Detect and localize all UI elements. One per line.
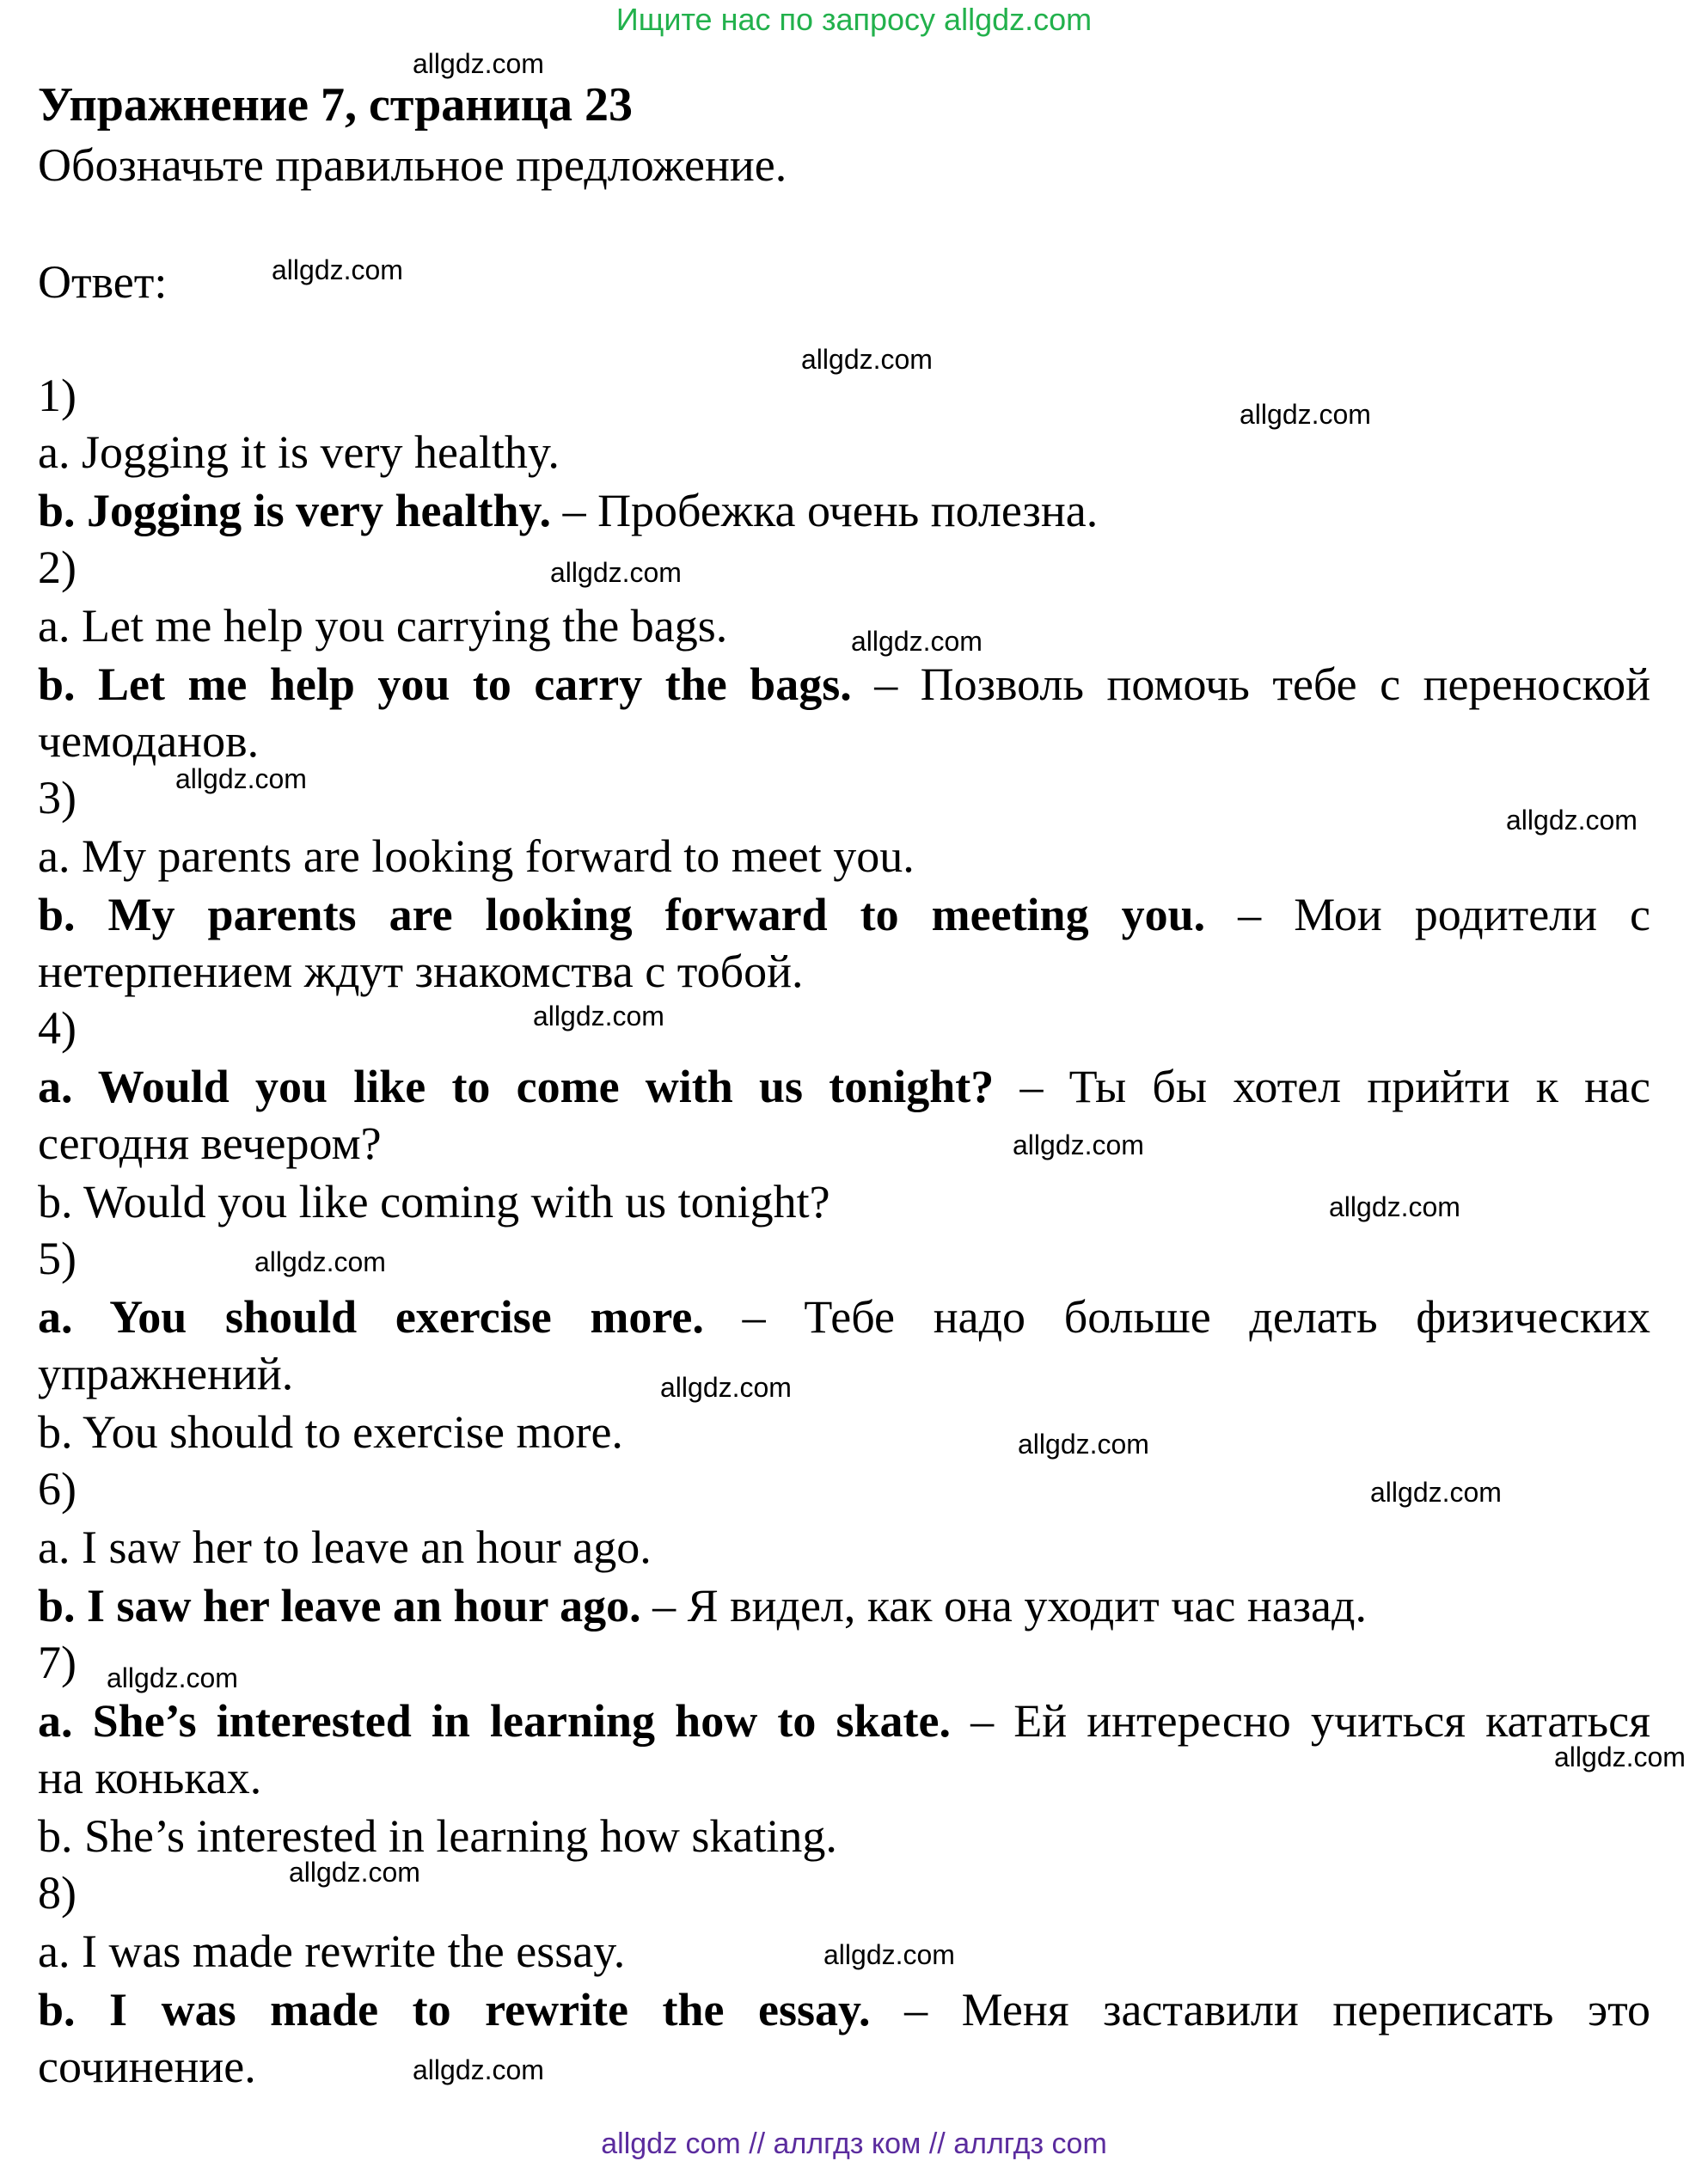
watermark: allgdz.com xyxy=(254,1246,386,1277)
watermark: allgdz.com xyxy=(823,1939,955,1970)
watermark: allgdz.com xyxy=(1240,399,1371,430)
watermark: allgdz.com xyxy=(1370,1477,1502,1508)
watermark: allgdz.com xyxy=(1329,1191,1460,1222)
option-a: a. Jogging it is very healthy. xyxy=(38,426,560,478)
item-number: 1) xyxy=(38,370,77,421)
option-a-continued: упражнений. xyxy=(38,1348,294,1399)
footer-watermark: allgdz com // аллгдз ком // аллгдз com xyxy=(601,2127,1107,2160)
option-b-correct: b. Let me help you to carry the bags. – Позволь помочь тебе с переноской xyxy=(38,658,1651,710)
item-number: 6) xyxy=(38,1463,77,1515)
option-b-correct: b. I was made to rewrite the essay. – Меня заставили переписать это xyxy=(38,1984,1651,2036)
item-number: 2) xyxy=(38,542,77,593)
option-b-correct: b. My parents are looking forward to meeting you. – Мои родители с xyxy=(38,889,1650,940)
option-a: a. Let me help you carrying the bags. xyxy=(38,600,728,652)
watermark: allgdz.com xyxy=(272,254,403,285)
option-b: b. Would you like coming with us tonight? xyxy=(38,1176,830,1227)
option-b-correct: b. Jogging is very healthy. – Пробежка очень полезна. xyxy=(38,485,1099,536)
option-a-correct: a. She’s interested in learning how to skate. – Ей интересно учиться кататься xyxy=(38,1695,1650,1747)
option-b: b. She’s interested in learning how skating. xyxy=(38,1810,837,1862)
top-banner: Ищите нас по запросу allgdz.com xyxy=(615,2,1093,37)
option-a-continued: на коньках. xyxy=(38,1752,262,1803)
watermark: allgdz.com xyxy=(1554,1742,1686,1772)
watermark: allgdz.com xyxy=(801,344,933,375)
watermark: allgdz.com xyxy=(175,763,307,794)
answer-label: Ответ: xyxy=(38,256,168,308)
option-a-continued: сегодня вечером? xyxy=(38,1117,382,1169)
option-b-correct: b. I saw her leave an hour ago. – Я видел, как она уходит час назад. xyxy=(38,1580,1367,1631)
option-a-correct: a. Would you like to come with us tonight? – Ты бы хотел прийти к нас xyxy=(38,1061,1650,1112)
item-number: 8) xyxy=(38,1867,77,1919)
option-b-continued: нетерпением ждут знакомства с тобой. xyxy=(38,946,804,997)
option-b: b. You should to exercise more. xyxy=(38,1406,623,1458)
page-title: Упражнение 7, страница 23 xyxy=(38,78,634,132)
watermark: allgdz.com xyxy=(1018,1429,1149,1460)
instruction: Обозначьте правильное предложение. xyxy=(38,139,787,191)
watermark: allgdz.com xyxy=(413,48,544,79)
item-number: 4) xyxy=(38,1002,77,1054)
watermark: allgdz.com xyxy=(107,1662,238,1693)
option-a-correct: a. You should exercise more. – Тебе надо больше делать физических xyxy=(38,1291,1650,1343)
watermark: allgdz.com xyxy=(533,1001,664,1032)
option-a: a. I was made rewrite the essay. xyxy=(38,1925,626,1977)
watermark: allgdz.com xyxy=(289,1857,420,1888)
watermark: allgdz.com xyxy=(1013,1129,1144,1160)
item-number: 5) xyxy=(38,1233,77,1284)
option-a: a. I saw her to leave an hour ago. xyxy=(38,1521,652,1573)
option-a: a. My parents are looking forward to meet you. xyxy=(38,830,915,882)
watermark: allgdz.com xyxy=(660,1372,792,1403)
item-number: 7) xyxy=(38,1637,77,1688)
watermark: allgdz.com xyxy=(851,626,983,657)
watermark: allgdz.com xyxy=(550,557,682,588)
option-b-continued: чемоданов. xyxy=(38,715,260,767)
item-number: 3) xyxy=(38,772,77,823)
watermark: allgdz.com xyxy=(1506,805,1638,836)
watermark: allgdz.com xyxy=(413,2054,544,2085)
option-b-continued: сочинение. xyxy=(38,2041,256,2092)
